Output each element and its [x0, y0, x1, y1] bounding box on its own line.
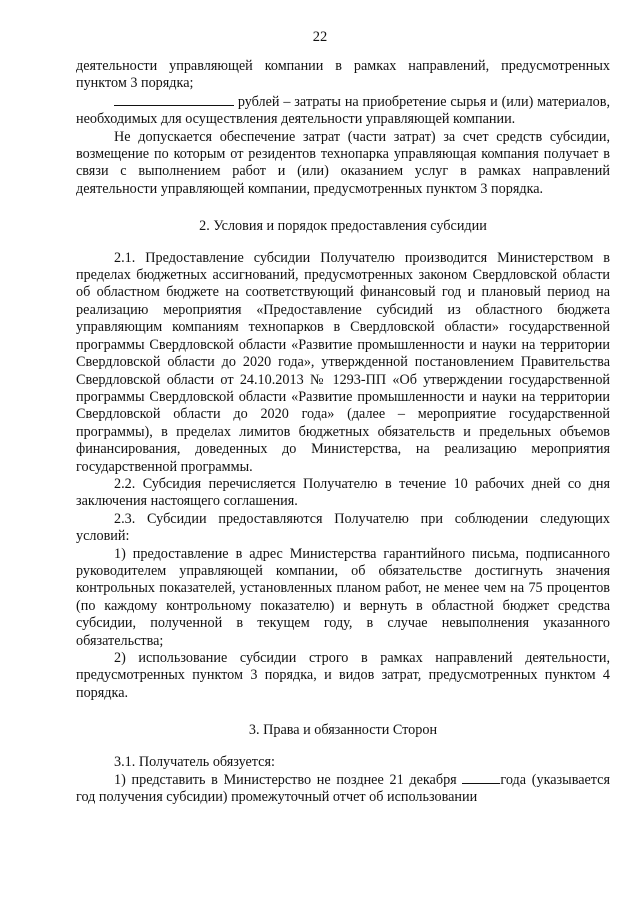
clause-3-1-item-1	[76, 771, 610, 807]
report-deadline-continuation: года (указывается год получения субсидии) промежуточный отчет об использовании	[76, 772, 610, 806]
paragraph-raw-materials-costs	[76, 93, 610, 129]
section-heading-2: 2. Условия и порядок предоставления субсидии	[199, 218, 487, 235]
clause-2-2: 2.2. Субсидия перечисляется Получателю в течение 10 рабочих дней со дня заключения настоящего соглашения.	[76, 475, 610, 510]
paragraph-cost-restriction: Не допускается обеспечение затрат (части затрат) за счет средств субсидии, возмещение по которым от резидентов технопарка управляющая компания получает в связи с выполнением работ и (или) оказанием услуг в рамках направлений деятельности управляющей компании, предусмотренных пунктом 3 порядка.	[76, 128, 610, 197]
amount-blank-field[interactable]	[114, 93, 234, 106]
paragraph-activity-directions: деятельности управляющей компании в рамках направлений, предусмотренных пунктом 3 порядка;	[76, 58, 610, 92]
raw-materials-text: рублей – затраты на приобретение сырья и (или) материалов, необходимых для осуществления деятельности управляющей компании.	[76, 93, 610, 128]
clause-2-1: 2.1. Предоставление субсидии Получателю производится Министерством в пределах бюджетных ассигнований, предусмотренных законом Свердловской области об областном бюджете на соответствующий финансовый год и плановый период на реализацию мероприятия «Предоставление субсидий из областного бюджета управляющим компаниям технопарков в Свердловской области» государственной программы Свердловской области «Развитие промышленности и науки на территории Свердловской области до 2020 года», утвержденной постановлением Правительства Свердловской области от 24.10.2013 № 1293-ПП «Об утверждении государственной программы Свердловской области «Развитие промышленности и науки на территории Свердловской области до 2020 года» (далее – мероприятие государственной программы), в пределах лимитов бюджетных обязательств и предельных объемов финансирования, доведенных до Министерства, на реализацию мероприятия государственной программы.	[76, 249, 610, 475]
section-heading-3: 3. Права и обязанности Сторон	[248, 722, 438, 739]
document-body	[76, 58, 610, 807]
year-blank-field[interactable]	[462, 771, 500, 784]
page-number: 22	[312, 29, 328, 45]
report-deadline-text: 1) представить в Министерство не позднее 21 декабря	[114, 772, 463, 789]
clause-2-3: 2.3. Субсидии предоставляются Получателю при соблюдении следующих условий:	[76, 510, 610, 545]
clause-2-3-item-2: 2) использование субсидии строго в рамках направлений деятельности, предусмотренных пунктом 3 порядка, и видов затрат, предусмотренных пунктом 4 порядка.	[76, 650, 610, 701]
clause-2-3-item-1: 1) предоставление в адрес Министерства гарантийного письма, подписанного руководителем управляющей компании, об обязательстве достигнуть значения контрольных показателей, установленных планом работ, не менее чем на 75 процентов (по каждому контрольному показателю) и вернуть в областной бюджет средства субсидии, полученной в текущем году, в случае невыполнения указанного обязательства;	[76, 545, 610, 649]
clause-3-1: 3.1. Получатель обязуется:	[114, 753, 275, 770]
